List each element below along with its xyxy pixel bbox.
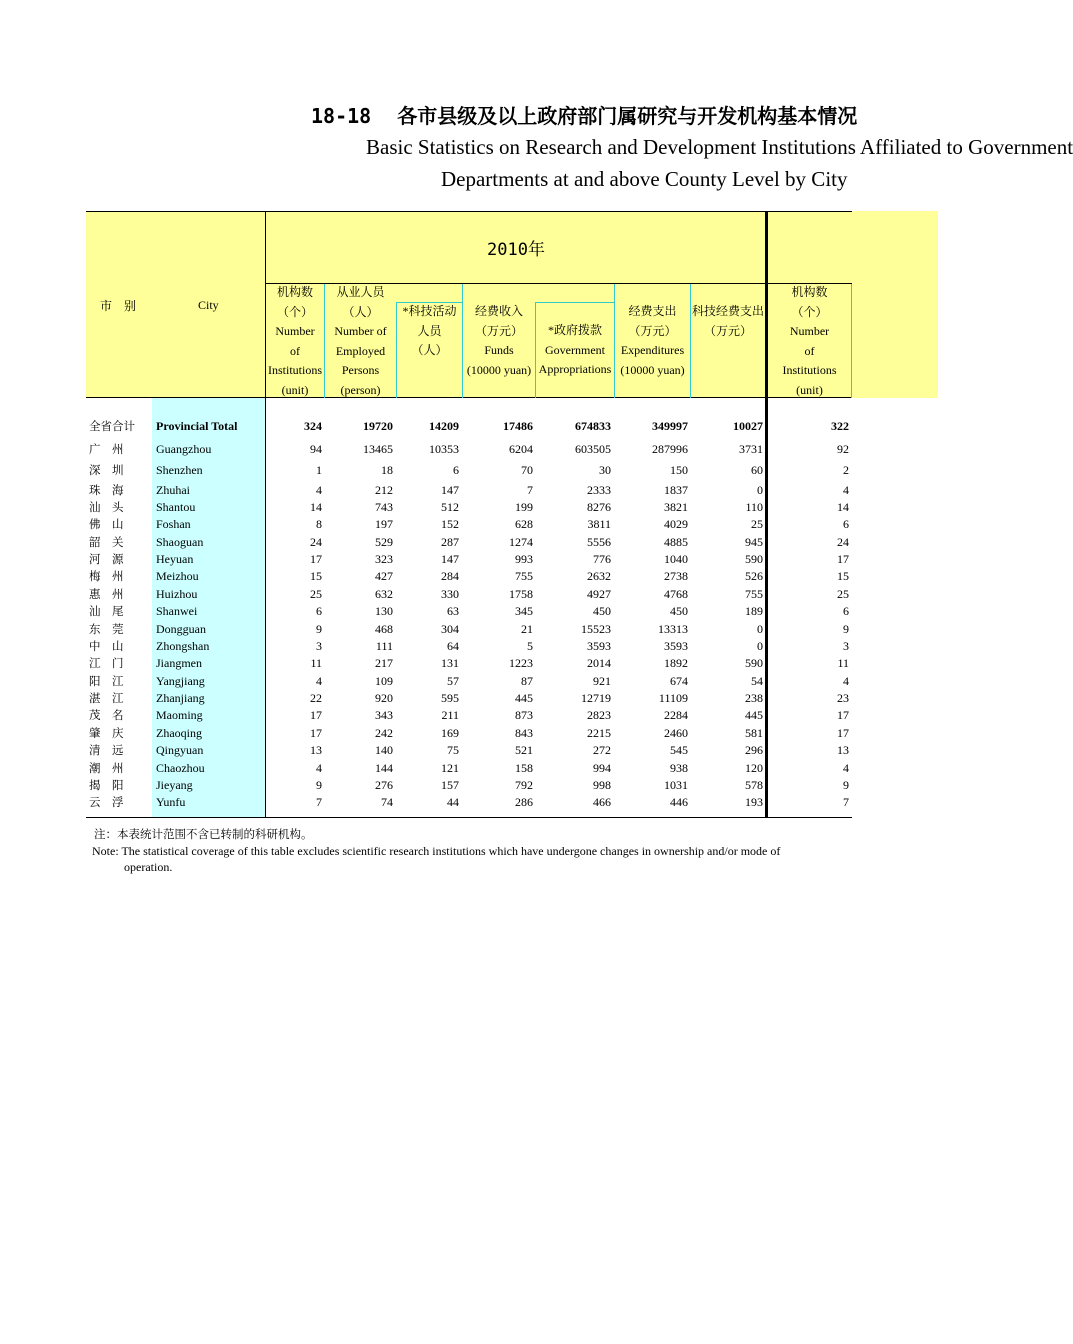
value-cell: 24 [837, 535, 849, 549]
value-cell: 13 [310, 743, 322, 757]
value-cell: 7 [843, 795, 849, 809]
value-cell: 1892 [664, 656, 688, 670]
value-cell: 446 [670, 795, 688, 809]
value-cell: 120 [745, 761, 763, 775]
city-en-cell: Meizhou [156, 569, 199, 583]
city-en-cell: Shenzhen [156, 463, 203, 477]
value-cell: 4 [316, 483, 322, 497]
value-cell: 286 [515, 795, 533, 809]
value-cell: 19720 [363, 419, 393, 433]
value-cell: 330 [441, 587, 459, 601]
value-cell: 17 [310, 708, 322, 722]
value-cell: 603505 [575, 442, 611, 456]
value-cell: 4 [316, 761, 322, 775]
value-cell: 2284 [664, 708, 688, 722]
value-cell: 2333 [587, 483, 611, 497]
value-cell: 131 [441, 656, 459, 670]
city-cn-cell: 惠 州 [89, 587, 124, 601]
header-gov-appropriations: *政府拨款 Government Appropriations [538, 323, 612, 376]
value-cell: 217 [375, 656, 393, 670]
value-cell: 632 [375, 587, 393, 601]
value-cell: 17 [837, 708, 849, 722]
value-cell: 17 [837, 726, 849, 740]
city-en-cell: Shaoguan [156, 535, 204, 549]
city-en-cell: Zhaoqing [156, 726, 202, 740]
value-cell: 17 [310, 552, 322, 566]
city-en-cell: Shantou [156, 500, 196, 514]
note-cn: 注：本表统计范围不含已转制的科研机构。 [94, 827, 313, 841]
value-cell: 304 [441, 622, 459, 636]
value-cell: 4927 [587, 587, 611, 601]
value-cell: 193 [745, 795, 763, 809]
city-cn-cell: 中 山 [89, 639, 124, 653]
value-cell: 468 [375, 622, 393, 636]
value-cell: 4885 [664, 535, 688, 549]
value-cell: 9 [843, 778, 849, 792]
value-cell: 238 [745, 691, 763, 705]
value-cell: 628 [515, 517, 533, 531]
city-cn-cell: 梅 州 [89, 569, 124, 583]
value-cell: 276 [375, 778, 393, 792]
city-cn-cell: 汕 尾 [89, 604, 124, 618]
value-cell: 17 [837, 552, 849, 566]
value-cell: 169 [441, 726, 459, 740]
value-cell: 8276 [587, 500, 611, 514]
value-cell: 7 [316, 795, 322, 809]
value-cell: 595 [441, 691, 459, 705]
city-cn-cell: 全省合计 [89, 419, 135, 433]
city-cn-cell: 韶 关 [89, 535, 124, 549]
value-cell: 11109 [658, 691, 688, 705]
value-cell: 144 [375, 761, 393, 775]
value-cell: 349997 [652, 419, 688, 433]
value-cell: 938 [670, 761, 688, 775]
value-cell: 140 [375, 743, 393, 757]
value-cell: 11 [837, 656, 849, 670]
value-cell: 743 [375, 500, 393, 514]
value-cell: 6204 [509, 442, 533, 456]
value-cell: 6 [843, 517, 849, 531]
value-cell: 776 [593, 552, 611, 566]
note-en: Note: The statistical coverage of this table excludes scientific research institutions which have undergone changes in ownership and/or mode of operation. [92, 844, 781, 874]
city-en-cell: Chaozhou [156, 761, 205, 775]
table-bottom-rule [86, 817, 852, 818]
value-cell: 14 [837, 500, 849, 514]
value-cell: 6 [453, 463, 459, 477]
value-cell: 287 [441, 535, 459, 549]
value-cell: 21 [521, 622, 533, 636]
value-cell: 1223 [509, 656, 533, 670]
city-cn-cell: 深 圳 [89, 463, 124, 477]
city-cn-cell: 清 远 [89, 743, 124, 757]
city-en-cell: Zhuhai [156, 483, 190, 497]
city-cn-cell: 河 源 [89, 552, 124, 566]
value-cell: 18 [381, 463, 393, 477]
value-cell: 7 [527, 483, 533, 497]
value-cell: 2 [843, 463, 849, 477]
value-cell: 873 [515, 708, 533, 722]
value-cell: 75 [447, 743, 459, 757]
value-cell: 1758 [509, 587, 533, 601]
value-cell: 74 [381, 795, 393, 809]
city-cn-cell: 广 州 [89, 442, 124, 456]
value-cell: 14209 [429, 419, 459, 433]
value-cell: 3593 [664, 639, 688, 653]
value-cell: 545 [670, 743, 688, 757]
value-cell: 324 [304, 419, 322, 433]
value-cell: 150 [670, 463, 688, 477]
value-cell: 212 [375, 483, 393, 497]
value-cell: 242 [375, 726, 393, 740]
value-cell: 755 [515, 569, 533, 583]
value-cell: 272 [593, 743, 611, 757]
value-cell: 2632 [587, 569, 611, 583]
value-cell: 445 [745, 708, 763, 722]
city-cn-cell: 肇 庆 [89, 726, 124, 740]
value-cell: 3821 [664, 500, 688, 514]
value-cell: 2460 [664, 726, 688, 740]
value-cell: 111 [375, 639, 393, 653]
header-expenditures: 经费支出 （万元） Expenditures (10000 yuan) [620, 304, 685, 377]
value-cell: 23 [837, 691, 849, 705]
page-title-cn: 18-18 各市县级及以上政府部门属研究与开发机构基本情况 [311, 104, 858, 128]
value-cell: 22 [310, 691, 322, 705]
value-cell: 60 [751, 463, 763, 477]
value-cell: 945 [745, 535, 763, 549]
value-cell: 3731 [739, 442, 763, 456]
value-cell: 5 [527, 639, 533, 653]
table-top-rule [86, 211, 852, 212]
value-cell: 121 [441, 761, 459, 775]
city-cn-cell: 珠 海 [89, 483, 124, 497]
header-bottom-rule [86, 397, 852, 398]
value-cell: 25 [751, 517, 763, 531]
value-cell: 3 [843, 639, 849, 653]
value-cell: 427 [375, 569, 393, 583]
header-sci-staff: *科技活动 人员 （人） [402, 304, 457, 357]
value-cell: 345 [515, 604, 533, 618]
value-cell: 152 [441, 517, 459, 531]
value-cell: 4 [843, 674, 849, 688]
value-cell: 521 [515, 743, 533, 757]
city-cn-cell: 潮 州 [89, 761, 124, 775]
value-cell: 24 [310, 535, 322, 549]
page-title-en-line1: Basic Statistics on Research and Development Institutions Affiliated to Government [366, 135, 1073, 159]
value-cell: 15 [310, 569, 322, 583]
value-cell: 5556 [587, 535, 611, 549]
value-cell: 512 [441, 500, 459, 514]
value-cell: 70 [521, 463, 533, 477]
city-cn-cell: 茂 名 [89, 708, 124, 722]
value-cell: 17 [310, 726, 322, 740]
city-en-cell: Dongguan [156, 622, 206, 636]
value-cell: 30 [599, 463, 611, 477]
value-cell: 1837 [664, 483, 688, 497]
value-cell: 211 [441, 708, 459, 722]
value-cell: 674 [670, 674, 688, 688]
value-cell: 0 [757, 622, 763, 636]
header-sci-expenditures: 科技经费支出 （万元） [691, 304, 764, 338]
value-cell: 4768 [664, 587, 688, 601]
header-employed: 从业人员 （人） Number of Employed Persons (person) [334, 285, 387, 397]
value-cell: 9 [843, 622, 849, 636]
value-cell: 590 [745, 552, 763, 566]
city-en-cell: Jiangmen [156, 656, 202, 670]
value-cell: 578 [745, 778, 763, 792]
value-cell: 6 [843, 604, 849, 618]
value-cell: 9 [316, 622, 322, 636]
value-cell: 10027 [733, 419, 763, 433]
value-cell: 466 [593, 795, 611, 809]
value-cell: 581 [745, 726, 763, 740]
value-cell: 8 [316, 517, 322, 531]
value-cell: 792 [515, 778, 533, 792]
city-en-cell: Qingyuan [156, 743, 204, 757]
city-en-cell: Huizhou [156, 587, 198, 601]
value-cell: 3593 [587, 639, 611, 653]
header-institutions-next-year: 机构数 （个） Number of Institutions (unit) [782, 285, 837, 397]
value-cell: 287996 [652, 442, 688, 456]
value-cell: 13313 [658, 622, 688, 636]
value-cell: 0 [757, 483, 763, 497]
city-en-cell: Jieyang [156, 778, 193, 792]
value-cell: 109 [375, 674, 393, 688]
city-cn-cell: 江 门 [89, 656, 124, 670]
value-cell: 13465 [363, 442, 393, 456]
value-cell: 14 [310, 500, 322, 514]
value-cell: 921 [593, 674, 611, 688]
value-cell: 4 [843, 483, 849, 497]
value-cell: 2014 [587, 656, 611, 670]
value-cell: 993 [515, 552, 533, 566]
value-cell: 9 [316, 778, 322, 792]
value-cell: 63 [447, 604, 459, 618]
value-cell: 296 [745, 743, 763, 757]
value-cell: 1274 [509, 535, 533, 549]
city-cn-cell: 云 浮 [89, 795, 124, 809]
value-cell: 57 [447, 674, 459, 688]
header-band-right [852, 211, 938, 398]
header-institutions: 机构数 （个） Number of Institutions (unit) [267, 285, 322, 397]
value-cell: 158 [515, 761, 533, 775]
value-cell: 157 [441, 778, 459, 792]
page-title-en-line2: Departments at and above County Level by City [441, 167, 848, 191]
value-cell: 6 [316, 604, 322, 618]
header-city-en: City [198, 298, 219, 312]
value-cell: 1040 [664, 552, 688, 566]
value-cell: 199 [515, 500, 533, 514]
value-cell: 323 [375, 552, 393, 566]
value-cell: 87 [521, 674, 533, 688]
value-cell: 130 [375, 604, 393, 618]
city-cn-cell: 湛 江 [89, 691, 124, 705]
city-en-cell: Zhongshan [156, 639, 210, 653]
value-cell: 12719 [581, 691, 611, 705]
value-cell: 15 [837, 569, 849, 583]
value-cell: 17486 [503, 419, 533, 433]
value-cell: 110 [745, 500, 763, 514]
city-cn-cell: 佛 山 [89, 517, 124, 531]
city-en-cell: Maoming [156, 708, 203, 722]
value-cell: 64 [447, 639, 459, 653]
value-cell: 13 [837, 743, 849, 757]
value-cell: 590 [745, 656, 763, 670]
header-city-cn: 市 别 [100, 299, 137, 313]
value-cell: 674833 [575, 419, 611, 433]
value-cell: 445 [515, 691, 533, 705]
value-cell: 343 [375, 708, 393, 722]
value-cell: 450 [593, 604, 611, 618]
value-cell: 25 [310, 587, 322, 601]
value-cell: 197 [375, 517, 393, 531]
value-cell: 755 [745, 587, 763, 601]
header-year: 2010年 [487, 240, 545, 260]
value-cell: 189 [745, 604, 763, 618]
city-cn-cell: 揭 阳 [89, 778, 124, 792]
value-cell: 4029 [664, 517, 688, 531]
city-en-cell: Yunfu [156, 795, 186, 809]
value-cell: 3 [316, 639, 322, 653]
city-en-cell: Yangjiang [156, 674, 205, 688]
value-cell: 147 [441, 552, 459, 566]
city-cn-cell: 汕 头 [89, 500, 124, 514]
value-cell: 54 [751, 674, 763, 688]
value-cell: 0 [757, 639, 763, 653]
city-en-cell: Provincial Total [156, 419, 238, 433]
value-cell: 1 [316, 463, 322, 477]
value-cell: 1031 [664, 778, 688, 792]
header-col-line [851, 284, 852, 398]
value-cell: 3811 [587, 517, 611, 531]
city-cn-cell: 阳 江 [89, 674, 124, 688]
value-cell: 450 [670, 604, 688, 618]
value-cell: 920 [375, 691, 393, 705]
value-cell: 529 [375, 535, 393, 549]
value-cell: 284 [441, 569, 459, 583]
value-cell: 44 [447, 795, 459, 809]
header-funds: 经费收入 （万元） Funds (10000 yuan) [466, 304, 532, 377]
value-cell: 322 [831, 419, 849, 433]
value-cell: 94 [310, 442, 322, 456]
value-cell: 526 [745, 569, 763, 583]
city-en-cell: Zhanjiang [156, 691, 205, 705]
value-cell: 2823 [587, 708, 611, 722]
value-cell: 25 [837, 587, 849, 601]
value-cell: 2215 [587, 726, 611, 740]
city-cn-cell: 东 莞 [89, 622, 124, 636]
value-cell: 4 [843, 761, 849, 775]
value-cell: 92 [837, 442, 849, 456]
value-cell: 147 [441, 483, 459, 497]
city-en-cell: Guangzhou [156, 442, 212, 456]
value-cell: 10353 [429, 442, 459, 456]
value-cell: 994 [593, 761, 611, 775]
city-en-cell: Shanwei [156, 604, 198, 618]
value-cell: 843 [515, 726, 533, 740]
value-cell: 998 [593, 778, 611, 792]
value-cell: 11 [310, 656, 322, 670]
value-cell: 4 [316, 674, 322, 688]
value-cell: 15523 [581, 622, 611, 636]
value-cell: 2738 [664, 569, 688, 583]
city-en-cell: Foshan [156, 517, 191, 531]
header-col-line [535, 302, 614, 303]
city-en-cell: Heyuan [156, 552, 194, 566]
